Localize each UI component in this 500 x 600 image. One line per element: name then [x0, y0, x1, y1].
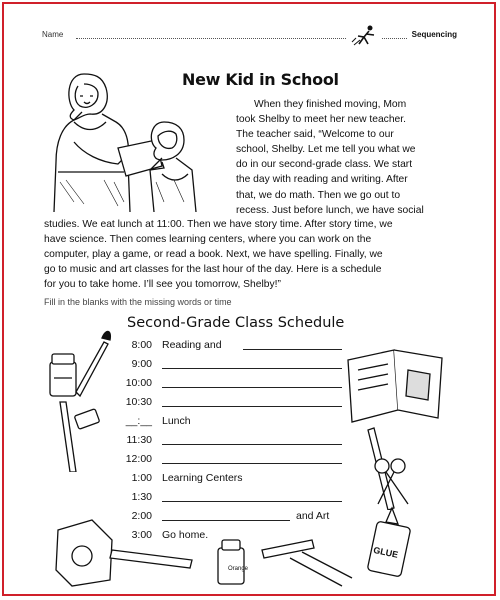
- eraser-icon: [74, 409, 99, 430]
- marker-icon: [60, 402, 76, 472]
- answer-blank[interactable]: [162, 368, 342, 369]
- answer-blank[interactable]: [162, 444, 342, 445]
- name-line: [76, 38, 346, 39]
- running-figure-icon: [350, 24, 380, 46]
- schedule-activity-suffix: and Art: [296, 510, 330, 522]
- story-line: that, we do math. Then we go out to: [236, 189, 401, 201]
- paint-jar-icon: [50, 362, 76, 396]
- school-supplies-left-drawing: [44, 322, 114, 472]
- story-line: [236, 97, 450, 112]
- answer-blank[interactable]: [162, 387, 342, 388]
- story-line: school, Shelby. Let me tell you what we: [236, 144, 416, 156]
- scissors-icon: [375, 459, 389, 473]
- name-label: Name: [42, 30, 64, 39]
- story-line-text: When they finished moving, Mom: [254, 99, 407, 110]
- teacher-and-girl-illustration: [44, 62, 204, 212]
- story-title: New Kid in School: [182, 70, 339, 89]
- schedule-time[interactable]: __:__: [125, 415, 152, 427]
- story-line: for you to take home. I’ll see you tomorrow, Shelby!”: [44, 279, 281, 291]
- story-line: took Shelby to meet her new teacher.: [236, 114, 406, 126]
- open-book-icon: [348, 350, 398, 422]
- schedule-time: 12:00: [125, 453, 152, 465]
- schedule-time: 10:00: [125, 377, 152, 389]
- paintbrush-icon: [76, 342, 108, 396]
- answer-blank[interactable]: [243, 349, 342, 350]
- answer-blank[interactable]: [162, 463, 342, 464]
- schedule-activity: Learning Centers: [162, 472, 243, 484]
- story-line: computer, play a game, or read a book. Next, we have spelling. Finally, we: [44, 249, 383, 261]
- schedule-activity: Lunch: [162, 415, 191, 427]
- schedule-time: 2:00: [131, 510, 152, 522]
- schedule-activity: Reading and: [162, 339, 222, 351]
- schedule-time: 1:00: [131, 472, 152, 484]
- story-text-bottom: [44, 217, 450, 292]
- schedule-time: 1:30: [131, 491, 152, 503]
- schedule-title: Second-Grade Class Schedule: [127, 315, 345, 331]
- schedule-time: 9:00: [131, 358, 152, 370]
- story-line: The teacher said, “Welcome to our: [236, 129, 394, 141]
- schedule-activity: Go home.: [162, 529, 209, 541]
- glue-label: GLUE: [372, 544, 400, 560]
- story-line: go to music and art classes for the last hour of the day. Here is a schedule: [44, 264, 382, 276]
- school-supplies-right-drawing: [338, 340, 456, 510]
- crayon-icon: [110, 550, 192, 568]
- answer-blank[interactable]: [162, 406, 342, 407]
- story-line: have science. Then comes learning centers, where you can work on the: [44, 234, 372, 246]
- schedule-time: 8:00: [131, 339, 152, 351]
- worksheet-header: [42, 30, 457, 46]
- instructions: Fill in the blanks with the missing words or time: [44, 297, 232, 307]
- date-line: [382, 38, 407, 39]
- school-supplies-bottom-drawing: [52, 500, 457, 592]
- story-line: studies. We eat lunch at 11:00. Then we have story time. After story time, we: [44, 219, 393, 230]
- section-label: Sequencing: [411, 30, 457, 39]
- story-line: do in our second-grade class. We start: [236, 159, 413, 171]
- story-line: the day with reading and writing. After: [236, 174, 408, 186]
- paint-label: Orange: [228, 566, 249, 572]
- schedule-time: 11:30: [126, 434, 152, 446]
- schedule-time: 10:30: [125, 396, 152, 408]
- story-text-top: [236, 97, 450, 218]
- story-line: recess. Just before lunch, we have social: [236, 204, 424, 216]
- schedule-time: 3:00: [131, 529, 152, 541]
